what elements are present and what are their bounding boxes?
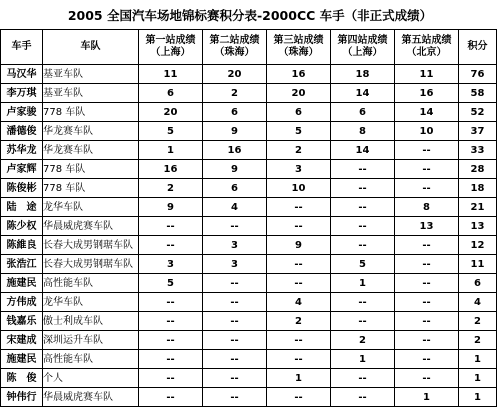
table-row	[1, 179, 497, 198]
round-2-score: 9	[203, 160, 267, 179]
round-3-score: 20	[267, 84, 331, 103]
total-points: 13	[459, 217, 497, 236]
header-round-2-name: 第二站成绩	[209, 35, 260, 46]
round-5-score: --	[395, 160, 459, 179]
round-5-score: 1	[395, 388, 459, 407]
round-4-score: --	[331, 293, 395, 312]
round-2-score: 3	[203, 255, 267, 274]
driver-name: 钟伟行	[1, 388, 43, 407]
round-5-score: --	[395, 293, 459, 312]
round-2-score: --	[203, 293, 267, 312]
team-name: 778 车队	[43, 103, 139, 122]
header-round-3-venue: （珠海）	[278, 47, 319, 58]
round-5-score: --	[395, 255, 459, 274]
round-2-score: --	[203, 350, 267, 369]
round-4-score: 18	[331, 65, 395, 84]
round-1-score: 3	[139, 255, 203, 274]
header-round-2-venue: （珠海）	[214, 47, 255, 58]
round-1-score: --	[139, 217, 203, 236]
header-team: 车队	[43, 30, 139, 65]
header-round-4	[331, 30, 395, 65]
total-points: 33	[459, 141, 497, 160]
round-2-score: 6	[203, 179, 267, 198]
round-3-score: 4	[267, 293, 331, 312]
standings-body	[1, 65, 497, 407]
header-round-1-name: 第一站成绩	[145, 35, 196, 46]
standings-table	[0, 29, 497, 407]
round-2-score: --	[203, 274, 267, 293]
round-4-score: 2	[331, 331, 395, 350]
table-row	[1, 350, 497, 369]
round-1-score: 20	[139, 103, 203, 122]
round-5-score: --	[395, 141, 459, 160]
round-3-score: 16	[267, 65, 331, 84]
driver-name: 陈 俊	[1, 369, 43, 388]
team-name: 778 车队	[43, 160, 139, 179]
round-4-score: 5	[331, 255, 395, 274]
team-name: 华龙赛车队	[43, 141, 139, 160]
table-row	[1, 388, 497, 407]
team-name: 龙华车队	[43, 198, 139, 217]
header-round-5-venue: （北京）	[406, 47, 447, 58]
round-3-score: --	[267, 255, 331, 274]
team-name: 华晨威虎赛车队	[43, 217, 139, 236]
team-name: 基亚车队	[43, 65, 139, 84]
driver-name: 苏华龙	[1, 141, 43, 160]
round-1-score: 9	[139, 198, 203, 217]
round-3-score: 2	[267, 312, 331, 331]
driver-name: 陈少权	[1, 217, 43, 236]
round-2-score: --	[203, 331, 267, 350]
round-5-score: --	[395, 350, 459, 369]
round-2-score: --	[203, 312, 267, 331]
table-row	[1, 198, 497, 217]
table-row	[1, 255, 497, 274]
team-name: 长春大成男钢琚车队	[43, 255, 139, 274]
round-1-score: 5	[139, 274, 203, 293]
table-row	[1, 122, 497, 141]
round-4-score: --	[331, 217, 395, 236]
table-row	[1, 312, 497, 331]
table-row	[1, 65, 497, 84]
total-points: 2	[459, 312, 497, 331]
round-1-score: 2	[139, 179, 203, 198]
round-4-score: 14	[331, 84, 395, 103]
header-round-1	[139, 30, 203, 65]
header-round-3-name: 第三站成绩	[273, 35, 324, 46]
team-name: 华晨威虎赛车队	[43, 388, 139, 407]
round-1-score: --	[139, 293, 203, 312]
total-points: 1	[459, 350, 497, 369]
round-1-score: 5	[139, 122, 203, 141]
driver-name: 钱嘉乐	[1, 312, 43, 331]
header-round-4-name: 第四站成绩	[337, 35, 388, 46]
table-row	[1, 84, 497, 103]
total-points: 58	[459, 84, 497, 103]
header-round-1-venue: （上海）	[150, 47, 191, 58]
round-5-score: 13	[395, 217, 459, 236]
round-2-score: --	[203, 369, 267, 388]
team-name: 778 车队	[43, 179, 139, 198]
round-3-score: --	[267, 331, 331, 350]
table-row	[1, 141, 497, 160]
round-2-score: 16	[203, 141, 267, 160]
round-2-score: 2	[203, 84, 267, 103]
round-3-score: 6	[267, 103, 331, 122]
driver-name: 施建民	[1, 274, 43, 293]
table-row	[1, 103, 497, 122]
total-points: 4	[459, 293, 497, 312]
total-points: 18	[459, 179, 497, 198]
round-4-score: 8	[331, 122, 395, 141]
driver-name: 宋建成	[1, 331, 43, 350]
page-title: 2005 全国汽车场地锦标赛积分表-2000CC 车手（非正式成绩）	[67, 8, 433, 23]
round-5-score: 16	[395, 84, 459, 103]
round-5-score: 8	[395, 198, 459, 217]
driver-name: 陈俊彬	[1, 179, 43, 198]
round-2-score: 20	[203, 65, 267, 84]
round-3-score: --	[267, 198, 331, 217]
total-points: 1	[459, 388, 497, 407]
team-name: 深圳运升车队	[43, 331, 139, 350]
round-3-score: 1	[267, 369, 331, 388]
round-4-score: --	[331, 160, 395, 179]
driver-name: 方伟成	[1, 293, 43, 312]
round-4-score: --	[331, 236, 395, 255]
team-name: 基亚车队	[43, 84, 139, 103]
total-points: 37	[459, 122, 497, 141]
driver-name: 卢家骏	[1, 103, 43, 122]
header-round-3	[267, 30, 331, 65]
total-points: 11	[459, 255, 497, 274]
team-name: 高性能车队	[43, 350, 139, 369]
round-4-score: --	[331, 179, 395, 198]
round-4-score: 1	[331, 350, 395, 369]
total-points: 76	[459, 65, 497, 84]
round-5-score: 11	[395, 65, 459, 84]
table-row	[1, 293, 497, 312]
total-points: 12	[459, 236, 497, 255]
table-row	[1, 160, 497, 179]
driver-name: 潘德俊	[1, 122, 43, 141]
round-2-score: --	[203, 217, 267, 236]
round-5-score: --	[395, 331, 459, 350]
round-5-score: --	[395, 369, 459, 388]
round-4-score: --	[331, 312, 395, 331]
round-3-score: 9	[267, 236, 331, 255]
header-row	[1, 30, 497, 65]
team-name: 个人	[43, 369, 139, 388]
header-round-4-venue: （上海）	[342, 47, 383, 58]
total-points: 28	[459, 160, 497, 179]
round-2-score: 3	[203, 236, 267, 255]
round-3-score: 10	[267, 179, 331, 198]
round-4-score: --	[331, 198, 395, 217]
round-5-score: 10	[395, 122, 459, 141]
round-5-score: --	[395, 274, 459, 293]
round-3-score: --	[267, 274, 331, 293]
team-name: 华龙赛车队	[43, 122, 139, 141]
round-1-score: --	[139, 369, 203, 388]
round-4-score: --	[331, 369, 395, 388]
round-3-score: --	[267, 350, 331, 369]
round-2-score: --	[203, 388, 267, 407]
round-5-score: --	[395, 236, 459, 255]
driver-name: 施建民	[1, 350, 43, 369]
round-3-score: --	[267, 217, 331, 236]
table-row	[1, 369, 497, 388]
driver-name: 陈維良	[1, 236, 43, 255]
round-4-score: 6	[331, 103, 395, 122]
round-5-score: 14	[395, 103, 459, 122]
round-1-score: --	[139, 312, 203, 331]
driver-name: 陆 途	[1, 198, 43, 217]
round-1-score: 11	[139, 65, 203, 84]
table-row	[1, 331, 497, 350]
round-4-score: --	[331, 388, 395, 407]
round-3-score: 2	[267, 141, 331, 160]
header-round-5	[395, 30, 459, 65]
total-points: 1	[459, 369, 497, 388]
round-2-score: 9	[203, 122, 267, 141]
round-4-score: 1	[331, 274, 395, 293]
team-name: 龙华车队	[43, 293, 139, 312]
round-1-score: 16	[139, 160, 203, 179]
team-name: 傲士利成车队	[43, 312, 139, 331]
header-driver: 车手	[1, 30, 43, 65]
header-round-5-name: 第五站成绩	[401, 35, 452, 46]
total-points: 52	[459, 103, 497, 122]
driver-name: 马汉华	[1, 65, 43, 84]
table-row	[1, 236, 497, 255]
header-total: 积分	[459, 30, 497, 65]
round-3-score: 3	[267, 160, 331, 179]
team-name: 长春大成男钢琚车队	[43, 236, 139, 255]
table-row	[1, 274, 497, 293]
round-1-score: 1	[139, 141, 203, 160]
round-1-score: --	[139, 331, 203, 350]
driver-name: 卢家辉	[1, 160, 43, 179]
round-1-score: --	[139, 388, 203, 407]
round-3-score: --	[267, 388, 331, 407]
driver-name: 张浩江	[1, 255, 43, 274]
total-points: 6	[459, 274, 497, 293]
round-3-score: 5	[267, 122, 331, 141]
round-2-score: 6	[203, 103, 267, 122]
round-1-score: --	[139, 236, 203, 255]
round-1-score: 6	[139, 84, 203, 103]
driver-name: 李万琪	[1, 84, 43, 103]
table-row	[1, 217, 497, 236]
round-5-score: --	[395, 312, 459, 331]
round-5-score: --	[395, 179, 459, 198]
total-points: 2	[459, 331, 497, 350]
round-4-score: 14	[331, 141, 395, 160]
round-2-score: 4	[203, 198, 267, 217]
header-round-2	[203, 30, 267, 65]
total-points: 21	[459, 198, 497, 217]
team-name: 高性能车队	[43, 274, 139, 293]
round-1-score: --	[139, 350, 203, 369]
